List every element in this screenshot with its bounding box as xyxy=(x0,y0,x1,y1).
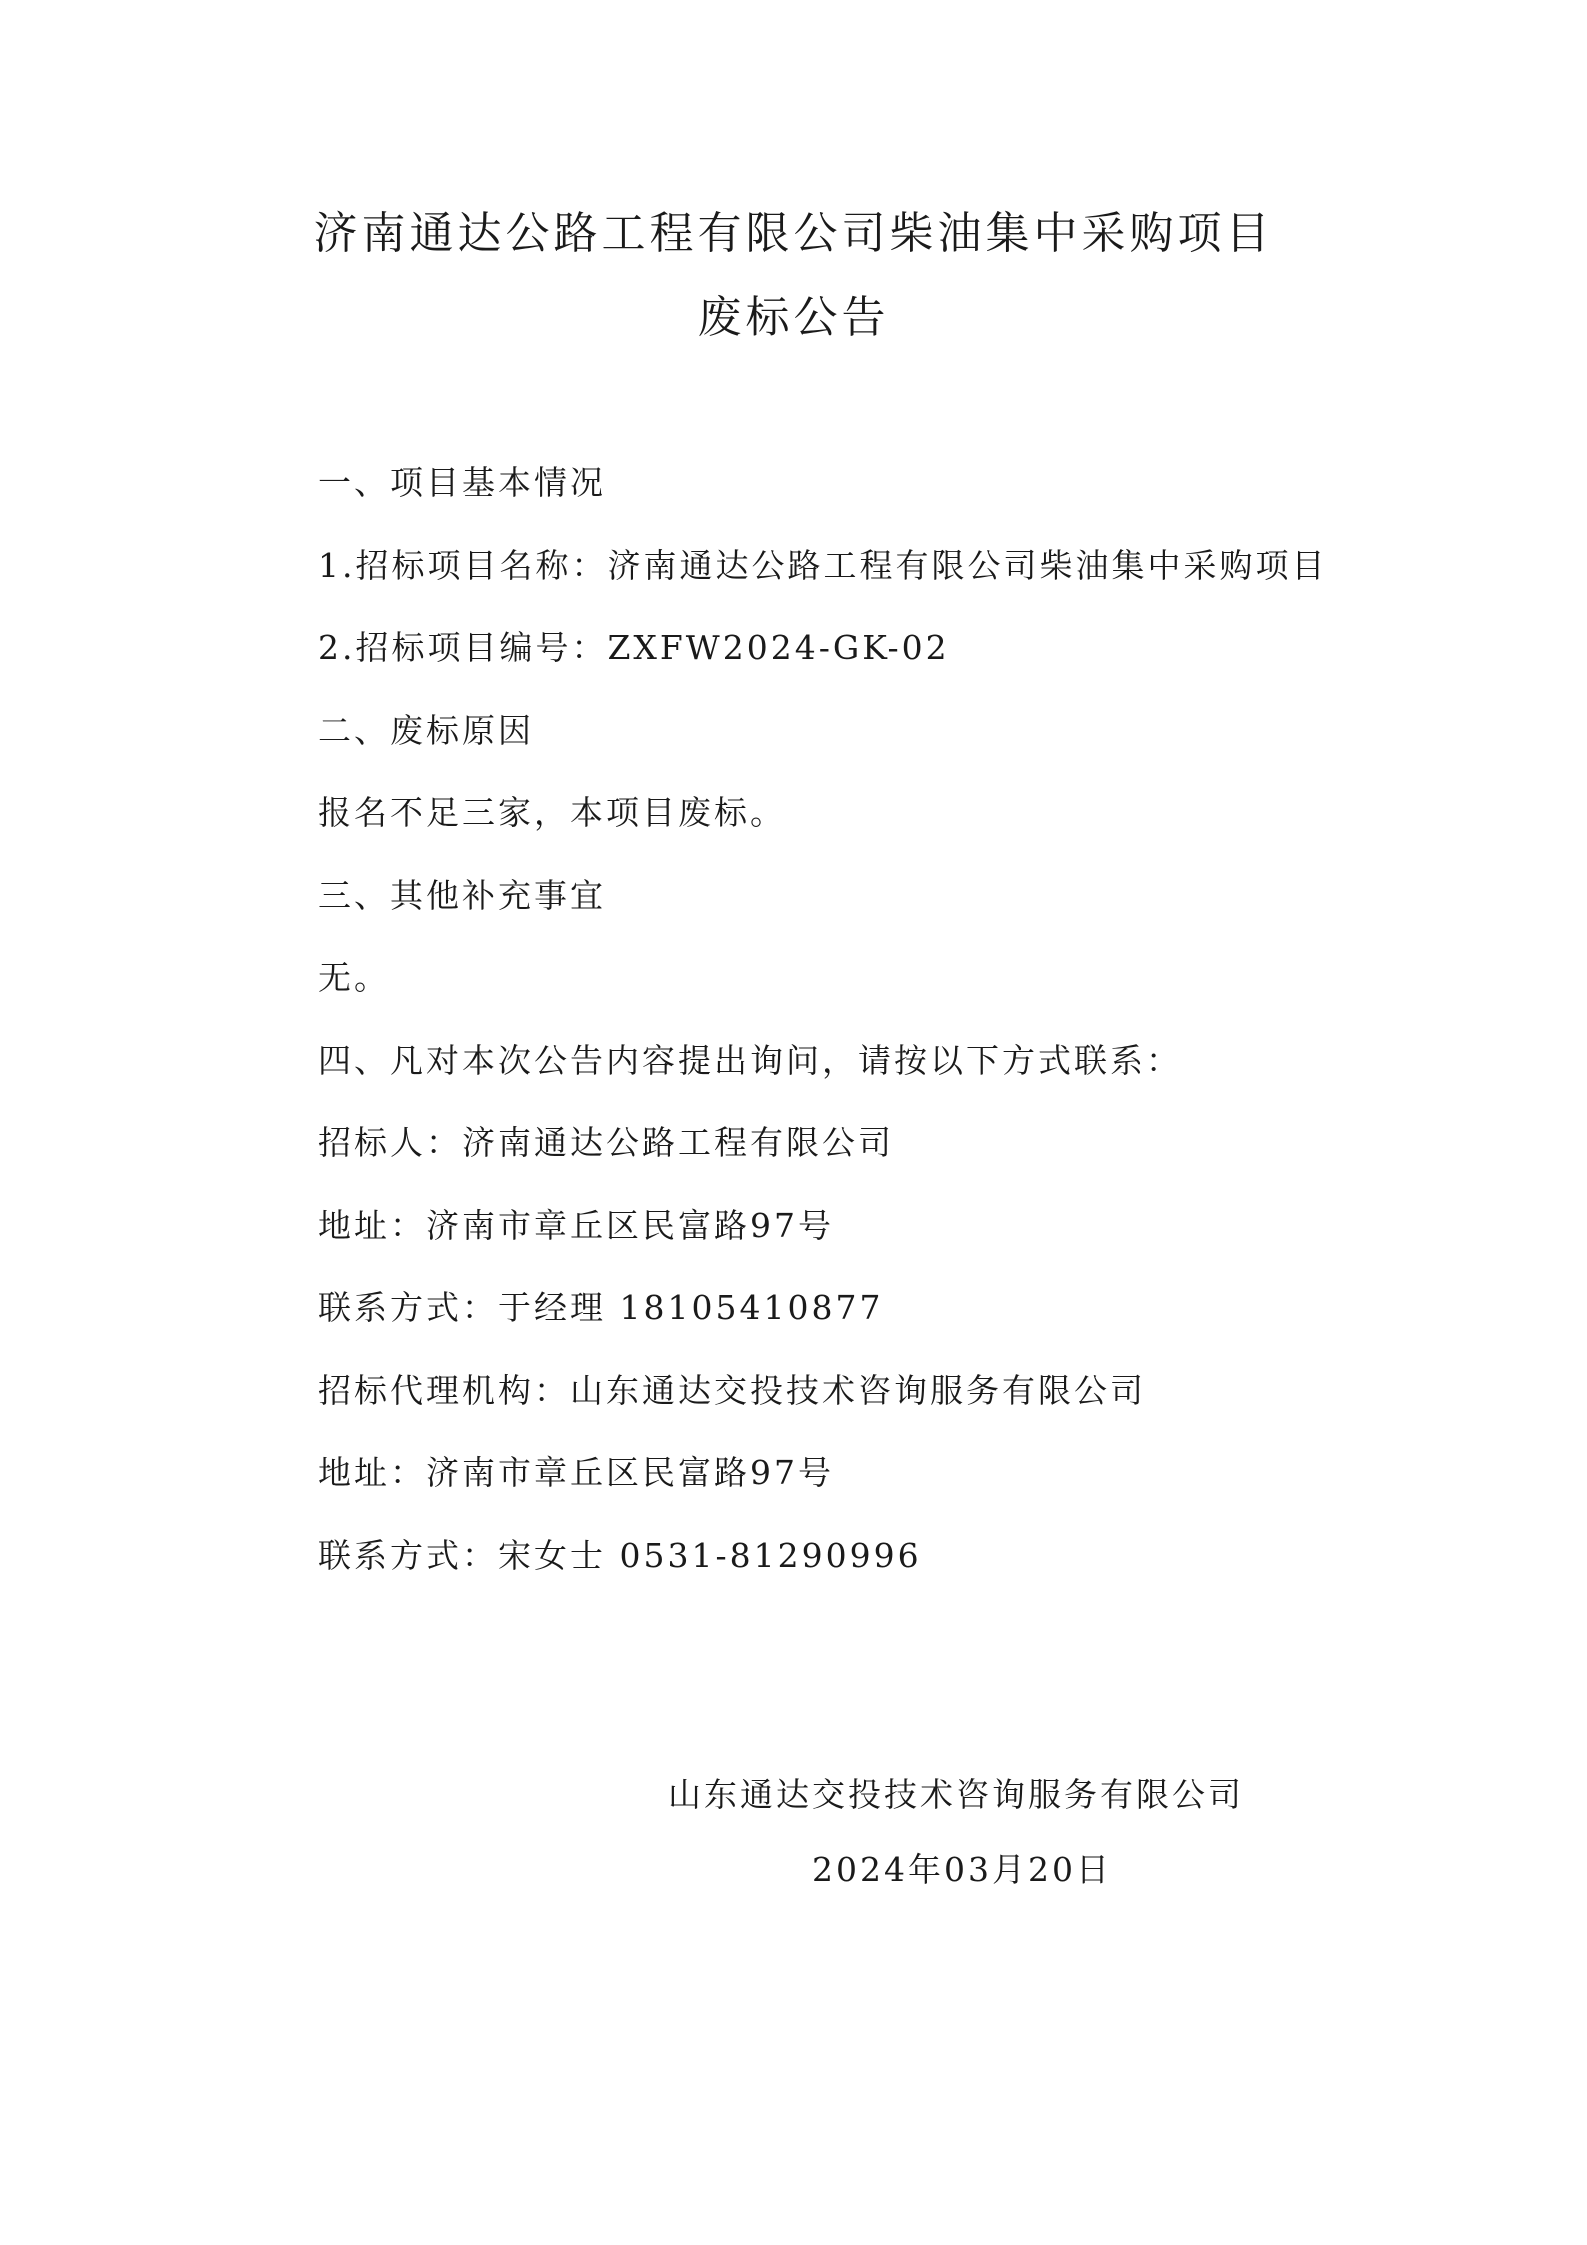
section-heading-contact: 四、凡对本次公告内容提出询问，请按以下方式联系： xyxy=(318,1040,1182,1080)
document-subtitle: 废标公告 xyxy=(697,292,890,343)
signature-date: 2024年03月20日 xyxy=(812,1850,1112,1889)
document-title: 济南通达公路工程有限公司柴油集中采购项目 xyxy=(313,208,1274,259)
signature-organization: 山东通达交投技术咨询服务有限公司 xyxy=(668,1775,1244,1814)
section-heading-other: 三、其他补充事宜 xyxy=(318,875,606,915)
other-text: 无。 xyxy=(318,958,390,997)
reason-text: 报名不足三家，本项目废标。 xyxy=(318,793,786,832)
project-number-line: 2.招标项目编号：ZXFW2024-GK-02 xyxy=(318,628,950,667)
agency-contact-line: 联系方式：宋女士 0531-81290996 xyxy=(318,1535,922,1575)
agency-address-line: 地址：济南市章丘区民富路97号 xyxy=(318,1453,834,1492)
tenderer-contact-line: 联系方式：于经理 18105410877 xyxy=(318,1288,884,1327)
agency-line: 招标代理机构：山东通达交投技术咨询服务有限公司 xyxy=(318,1370,1146,1410)
project-name-line: 1.招标项目名称：济南通达公路工程有限公司柴油集中采购项目 xyxy=(318,545,1328,585)
tenderer-address-line: 地址：济南市章丘区民富路97号 xyxy=(318,1205,834,1245)
document-body xyxy=(318,463,1418,1621)
tenderer-line: 招标人：济南通达公路工程有限公司 xyxy=(318,1123,894,1162)
section-heading-basic-info: 一、项目基本情况 xyxy=(318,463,606,502)
section-heading-reason: 二、废标原因 xyxy=(318,710,534,750)
